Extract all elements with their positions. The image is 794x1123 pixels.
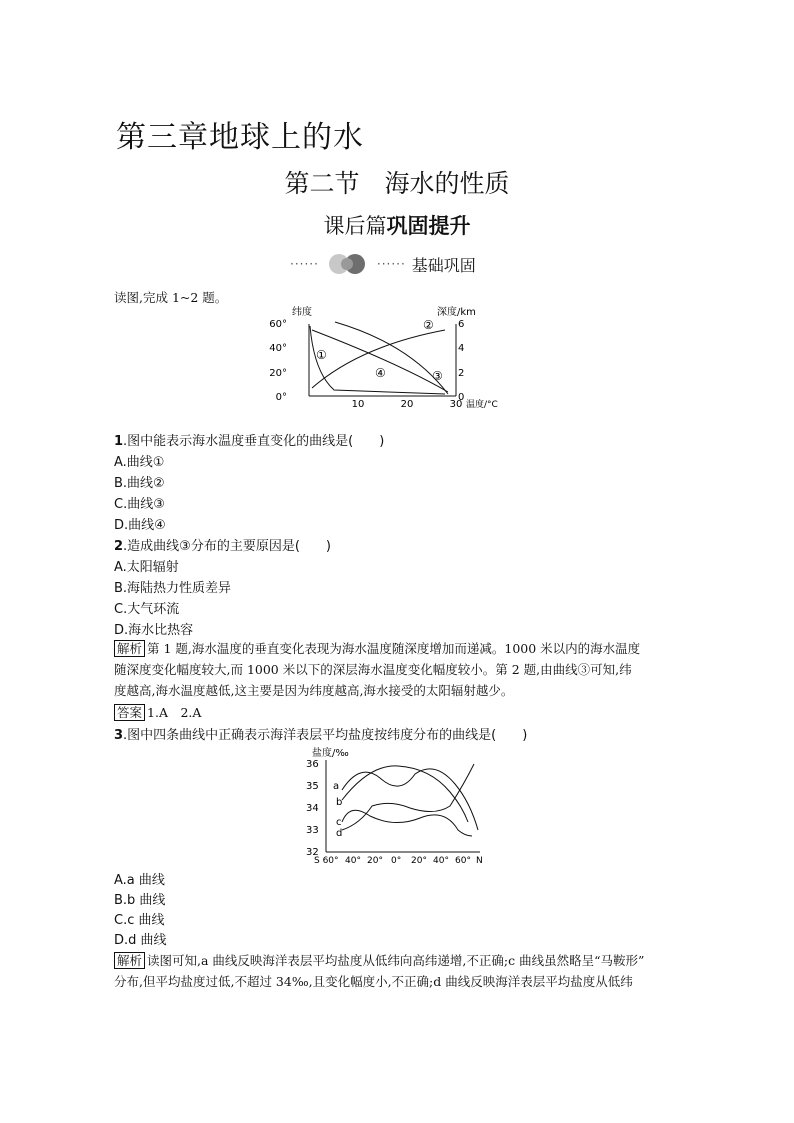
y-left-tick: 40° xyxy=(269,343,287,354)
curve-label: ③ xyxy=(432,369,443,383)
y-left-tick: 60° xyxy=(269,319,287,330)
q2-stem-text: .造成曲线③分布的主要原因是( ) xyxy=(123,539,331,554)
curve-1 xyxy=(310,326,445,394)
subhead xyxy=(290,252,476,276)
y-left-title: 纬度 xyxy=(292,307,312,318)
curve-label: ① xyxy=(316,348,327,362)
y-title: 盐度/‰ xyxy=(312,748,349,759)
dots-left: ······ xyxy=(290,257,319,271)
q1-option-a: A.曲线① xyxy=(114,455,165,470)
analysis-tag: 解析 xyxy=(114,952,145,969)
q2-num: 2 xyxy=(114,539,124,554)
section-title: 第二节 海水的性质 xyxy=(284,169,510,198)
y-tick: 34 xyxy=(306,803,319,814)
analysis1-line3: 度越高,海水温度越低,这主要是因为纬度越高,海水接受的太阳辐射越少。 xyxy=(114,683,514,698)
q3-stem-text: .图中四条曲线中正确表示海洋表层平均盐度按纬度分布的曲线是( ) xyxy=(123,728,528,743)
x-tick: N xyxy=(476,856,483,866)
curve-label: c xyxy=(336,817,342,828)
q1-option-b: B.曲线② xyxy=(114,476,165,491)
analysis2-line2: 分布,但平均盐度过低,不超过 34‰,且变化幅度小,不正确;d 曲线反映海洋表层平均盐度从低纬 xyxy=(114,974,633,989)
q2-option-a: A.太阳辐射 xyxy=(114,560,179,575)
x-tick: 30 xyxy=(449,399,463,410)
curve-c xyxy=(342,810,472,836)
temperature-chart xyxy=(269,304,520,412)
y-left-tick: 20° xyxy=(269,368,287,379)
curve-label: b xyxy=(336,797,343,808)
q1-stem-text: .图中能表示海水温度垂直变化的曲线是( ) xyxy=(123,434,385,449)
q3-option-c: C.c 曲线 xyxy=(114,913,165,928)
q3-option-d: D.d 曲线 xyxy=(114,933,167,948)
q1-stem xyxy=(114,430,384,449)
x-title: 温度/°C xyxy=(466,400,498,410)
x-tick: 20 xyxy=(400,399,414,410)
y-right-tick: 4 xyxy=(458,343,465,354)
x-tick: 10 xyxy=(351,399,365,410)
chapter-title: 第三章地球上的水 xyxy=(116,120,364,155)
y-tick: 32 xyxy=(306,847,319,858)
y-left-tick: 0° xyxy=(275,392,287,403)
analysis1-line2: 随深度变化幅度较大,而 1000 米以下的深层海水温度变化幅度较小。第 2 题,由曲线③可知,纬 xyxy=(114,662,632,677)
q2-stem xyxy=(114,535,331,554)
analysis2-line1 xyxy=(114,950,644,971)
subtitle-normal: 课后篇 xyxy=(323,214,387,238)
q3-num: 3 xyxy=(114,728,124,743)
intro-text: 读图,完成 1~2 题。 xyxy=(114,290,228,305)
salinity-chart xyxy=(300,744,500,866)
curve-b xyxy=(342,766,468,822)
y-tick: 33 xyxy=(306,825,319,836)
x-tick: 40° xyxy=(433,856,449,866)
analysis2-text1: 读图可知,a 曲线反映海洋表层平均盐度从低纬向高纬递增,不正确;c 曲线虽然略呈“马鞍形” xyxy=(147,953,645,968)
y-right-tick: 0 xyxy=(458,392,465,403)
analysis-tag: 解析 xyxy=(114,640,145,657)
curve-label: ④ xyxy=(375,366,386,380)
subtitle xyxy=(0,210,794,240)
q2-option-c: C.大气环流 xyxy=(114,602,180,617)
q2-option-b: B.海陆热力性质差异 xyxy=(114,581,232,596)
curve-label: ② xyxy=(423,318,434,332)
q3-stem xyxy=(114,724,527,743)
circles-logo-icon xyxy=(325,252,371,276)
subhead-label: 基础巩固 xyxy=(411,255,476,275)
y-right-tick: 6 xyxy=(458,319,465,330)
x-tick: 20° xyxy=(367,856,383,866)
q1-num: 1 xyxy=(114,434,124,449)
curve-label: a xyxy=(333,781,340,792)
x-tick: 60° xyxy=(455,856,471,866)
y-right-tick: 2 xyxy=(458,368,465,379)
x-tick: 20° xyxy=(411,856,427,866)
y-tick: 36 xyxy=(306,759,319,770)
subtitle-bold: 巩固提升 xyxy=(386,214,471,238)
q2-option-d: D.海水比热容 xyxy=(114,623,194,638)
answer1-text: 1.A 2.A xyxy=(147,705,202,720)
q1-option-d: D.曲线④ xyxy=(114,518,166,533)
q3-option-b: B.b 曲线 xyxy=(114,893,166,908)
analysis1-line1 xyxy=(114,638,640,659)
x-tick: S 60° xyxy=(314,856,339,866)
answer-tag: 答案 xyxy=(114,704,145,721)
x-tick: 0° xyxy=(391,856,402,866)
y-tick: 35 xyxy=(306,781,319,792)
y-right-title: 深度/km xyxy=(437,307,476,318)
dots-right: ······ xyxy=(376,257,406,271)
x-tick: 40° xyxy=(345,856,361,866)
q3-option-a: A.a 曲线 xyxy=(114,873,165,888)
curve-label: d xyxy=(336,828,343,839)
analysis1-text1: 第 1 题,海水温度的垂直变化表现为海水温度随深度增加而递减。1000 米以内的海水温度 xyxy=(147,641,641,656)
q1-option-c: C.曲线③ xyxy=(114,497,165,512)
answer1 xyxy=(114,702,201,723)
